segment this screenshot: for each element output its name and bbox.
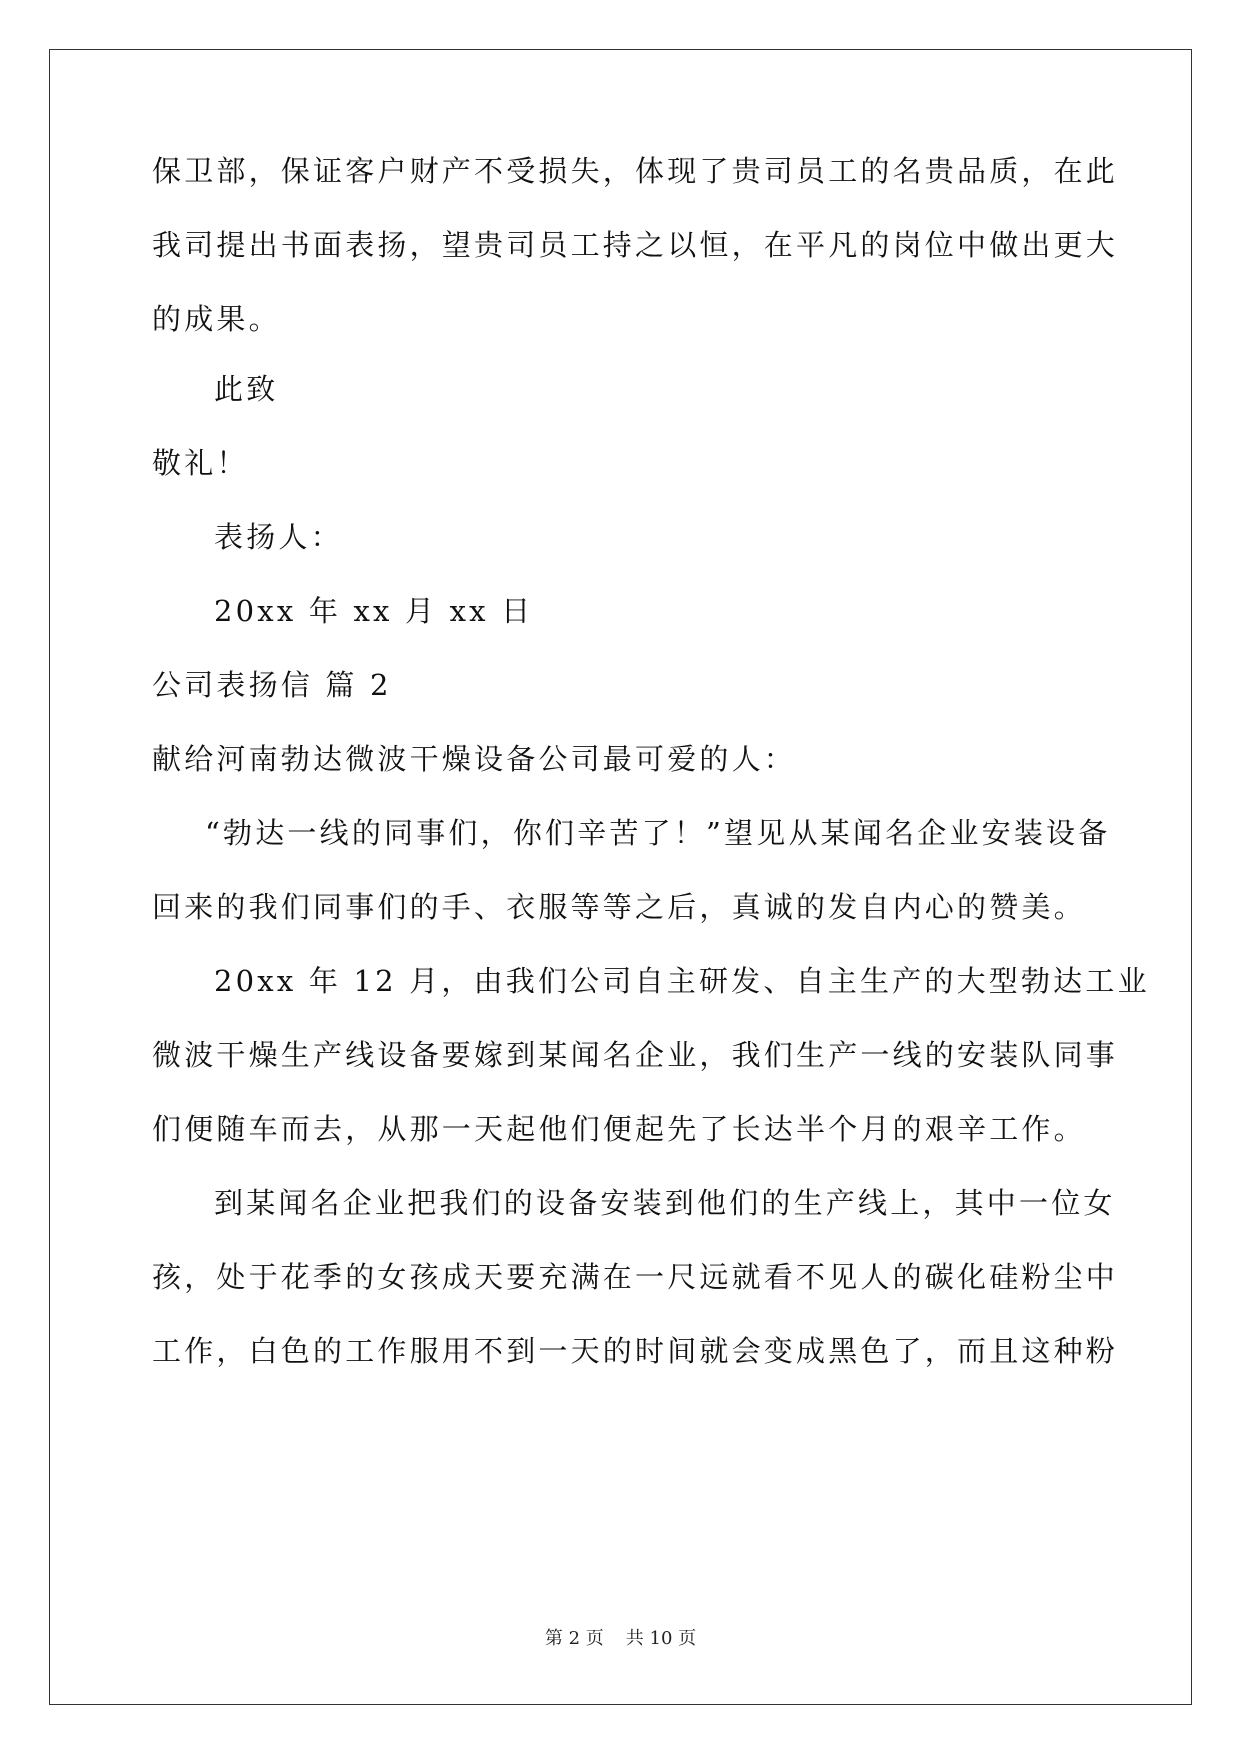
body-line: 我司提出书面表扬，望贵司员工持之以恒，在平凡的岗位中做出更大 [152, 228, 1119, 262]
body-line: 到某闻名企业把我们的设备安装到他们的生产线上，其中一位女 [214, 1186, 1116, 1220]
page-border [49, 49, 1192, 1705]
body-line: 20xx 年 12 月，由我们公司自主研发、自主生产的大型勃达工业 [214, 964, 1150, 998]
body-line: 微波干燥生产线设备要嫁到某闻名企业，我们生产一线的安装队同事 [152, 1038, 1119, 1072]
body-line: 孩，处于花季的女孩成天要充满在一尺远就看不见人的碳化硅粉尘中 [152, 1260, 1119, 1294]
section-heading: 公司表扬信 篇 2 [152, 668, 392, 702]
body-line: 保卫部，保证客户财产不受损失，体现了贵司员工的名贵品质，在此 [152, 154, 1119, 188]
date-line: 20xx 年 xx 月 xx 日 [214, 594, 534, 628]
body-line: “勃达一线的同事们，你们辛苦了！”望见从某闻名企业安装设备 [205, 816, 1111, 850]
signer-label: 表扬人： [214, 520, 343, 554]
page-number: 第 2 页 [544, 1628, 604, 1649]
body-line: 回来的我们同事们的手、衣服等等之后，真诚的发自内心的赞美。 [152, 890, 1086, 924]
body-line: 的成果。 [152, 302, 281, 336]
letter-recipient: 献给河南勃达微波干燥设备公司最可爱的人： [152, 742, 797, 776]
body-line: 工作，白色的工作服用不到一天的时间就会变成黑色了，而且这种粉 [152, 1334, 1119, 1368]
page-total: 共 10 页 [625, 1628, 697, 1649]
body-line: 们便随车而去，从那一天起他们便起先了长达半个月的艰辛工作。 [152, 1112, 1086, 1146]
closing-salutation: 此致 [214, 372, 279, 406]
closing-regards: 敬礼！ [152, 446, 249, 480]
page-footer [0, 1627, 1241, 1651]
